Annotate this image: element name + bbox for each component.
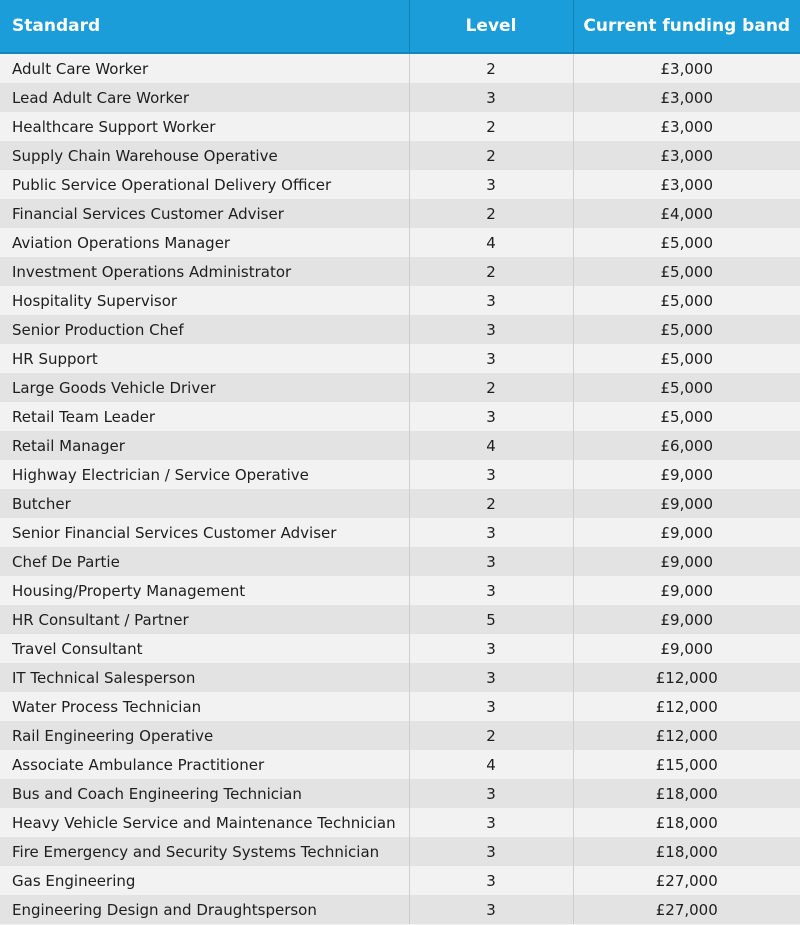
table-row <box>0 721 800 750</box>
cell-standard: Butcher <box>0 489 409 518</box>
cell-funding-band: £5,000 <box>573 344 800 373</box>
cell-funding-band: £5,000 <box>573 315 800 344</box>
cell-level: 4 <box>409 431 573 460</box>
cell-level: 3 <box>409 460 573 489</box>
cell-funding-band: £6,000 <box>573 431 800 460</box>
header-level: Level <box>409 0 573 53</box>
cell-standard: Lead Adult Care Worker <box>0 83 409 112</box>
cell-funding-band: £3,000 <box>573 83 800 112</box>
table-row <box>0 692 800 721</box>
header-row <box>0 0 800 53</box>
cell-level: 3 <box>409 866 573 895</box>
header-standard: Standard <box>0 0 409 53</box>
cell-funding-band: £9,000 <box>573 489 800 518</box>
cell-standard: Adult Care Worker <box>0 53 409 83</box>
cell-standard: Chef De Partie <box>0 547 409 576</box>
table-row <box>0 837 800 866</box>
cell-funding-band: £5,000 <box>573 373 800 402</box>
cell-level: 2 <box>409 257 573 286</box>
table-row <box>0 866 800 895</box>
cell-funding-band: £3,000 <box>573 170 800 199</box>
cell-level: 4 <box>409 750 573 779</box>
cell-level: 3 <box>409 315 573 344</box>
cell-funding-band: £9,000 <box>573 547 800 576</box>
table-row <box>0 141 800 170</box>
table-row <box>0 83 800 112</box>
cell-standard: Hospitality Supervisor <box>0 286 409 315</box>
cell-funding-band: £18,000 <box>573 808 800 837</box>
cell-funding-band: £15,000 <box>573 750 800 779</box>
cell-standard: Fire Emergency and Security Systems Technician <box>0 837 409 866</box>
table-body <box>0 53 800 924</box>
table-row <box>0 257 800 286</box>
cell-level: 3 <box>409 895 573 924</box>
cell-standard: HR Consultant / Partner <box>0 605 409 634</box>
cell-standard: Associate Ambulance Practitioner <box>0 750 409 779</box>
cell-level: 4 <box>409 228 573 257</box>
cell-funding-band: £18,000 <box>573 779 800 808</box>
cell-level: 2 <box>409 112 573 141</box>
table-row <box>0 402 800 431</box>
cell-funding-band: £5,000 <box>573 402 800 431</box>
cell-level: 3 <box>409 663 573 692</box>
table-row <box>0 112 800 141</box>
table-row <box>0 460 800 489</box>
cell-standard: Gas Engineering <box>0 866 409 895</box>
cell-funding-band: £9,000 <box>573 634 800 663</box>
cell-level: 3 <box>409 518 573 547</box>
cell-level: 3 <box>409 286 573 315</box>
cell-standard: Healthcare Support Worker <box>0 112 409 141</box>
table-row <box>0 547 800 576</box>
cell-level: 3 <box>409 808 573 837</box>
cell-level: 3 <box>409 576 573 605</box>
cell-level: 2 <box>409 199 573 228</box>
table-row <box>0 808 800 837</box>
table-row <box>0 663 800 692</box>
table-row <box>0 431 800 460</box>
header-funding-band: Current funding band <box>573 0 800 53</box>
cell-level: 3 <box>409 779 573 808</box>
cell-funding-band: £3,000 <box>573 112 800 141</box>
cell-funding-band: £4,000 <box>573 199 800 228</box>
cell-standard: Large Goods Vehicle Driver <box>0 373 409 402</box>
cell-funding-band: £5,000 <box>573 228 800 257</box>
cell-funding-band: £9,000 <box>573 518 800 547</box>
cell-funding-band: £12,000 <box>573 692 800 721</box>
cell-level: 3 <box>409 402 573 431</box>
cell-standard: Heavy Vehicle Service and Maintenance Technician <box>0 808 409 837</box>
cell-standard: Bus and Coach Engineering Technician <box>0 779 409 808</box>
cell-funding-band: £5,000 <box>573 286 800 315</box>
cell-level: 2 <box>409 489 573 518</box>
cell-level: 2 <box>409 141 573 170</box>
cell-standard: IT Technical Salesperson <box>0 663 409 692</box>
table-row <box>0 576 800 605</box>
table-row <box>0 605 800 634</box>
cell-standard: Travel Consultant <box>0 634 409 663</box>
table-row <box>0 170 800 199</box>
cell-standard: Housing/Property Management <box>0 576 409 605</box>
cell-standard: Aviation Operations Manager <box>0 228 409 257</box>
cell-funding-band: £9,000 <box>573 605 800 634</box>
cell-level: 2 <box>409 53 573 83</box>
cell-standard: Investment Operations Administrator <box>0 257 409 286</box>
cell-standard: HR Support <box>0 344 409 373</box>
cell-funding-band: £5,000 <box>573 257 800 286</box>
cell-standard: Financial Services Customer Adviser <box>0 199 409 228</box>
cell-standard: Engineering Design and Draughtsperson <box>0 895 409 924</box>
cell-level: 3 <box>409 692 573 721</box>
cell-funding-band: £27,000 <box>573 866 800 895</box>
cell-standard: Senior Production Chef <box>0 315 409 344</box>
cell-standard: Supply Chain Warehouse Operative <box>0 141 409 170</box>
cell-standard: Water Process Technician <box>0 692 409 721</box>
table-row <box>0 228 800 257</box>
table-row <box>0 634 800 663</box>
cell-funding-band: £12,000 <box>573 663 800 692</box>
cell-standard: Retail Manager <box>0 431 409 460</box>
table-row <box>0 199 800 228</box>
table-row <box>0 286 800 315</box>
table-row <box>0 373 800 402</box>
cell-funding-band: £9,000 <box>573 576 800 605</box>
cell-funding-band: £3,000 <box>573 141 800 170</box>
table-header <box>0 0 800 53</box>
table-row <box>0 518 800 547</box>
cell-funding-band: £3,000 <box>573 53 800 83</box>
table-row <box>0 344 800 373</box>
cell-standard: Public Service Operational Delivery Officer <box>0 170 409 199</box>
cell-level: 2 <box>409 721 573 750</box>
table-row <box>0 779 800 808</box>
cell-standard: Retail Team Leader <box>0 402 409 431</box>
table-row <box>0 315 800 344</box>
cell-level: 3 <box>409 837 573 866</box>
cell-standard: Highway Electrician / Service Operative <box>0 460 409 489</box>
cell-level: 3 <box>409 83 573 112</box>
cell-funding-band: £18,000 <box>573 837 800 866</box>
cell-level: 3 <box>409 634 573 663</box>
cell-level: 3 <box>409 344 573 373</box>
cell-funding-band: £9,000 <box>573 460 800 489</box>
table-row <box>0 489 800 518</box>
cell-funding-band: £12,000 <box>573 721 800 750</box>
cell-level: 3 <box>409 170 573 199</box>
table-row <box>0 53 800 83</box>
cell-level: 2 <box>409 373 573 402</box>
cell-funding-band: £27,000 <box>573 895 800 924</box>
cell-standard: Senior Financial Services Customer Adviser <box>0 518 409 547</box>
table-row <box>0 750 800 779</box>
cell-standard: Rail Engineering Operative <box>0 721 409 750</box>
cell-level: 5 <box>409 605 573 634</box>
cell-level: 3 <box>409 547 573 576</box>
table-row <box>0 895 800 924</box>
